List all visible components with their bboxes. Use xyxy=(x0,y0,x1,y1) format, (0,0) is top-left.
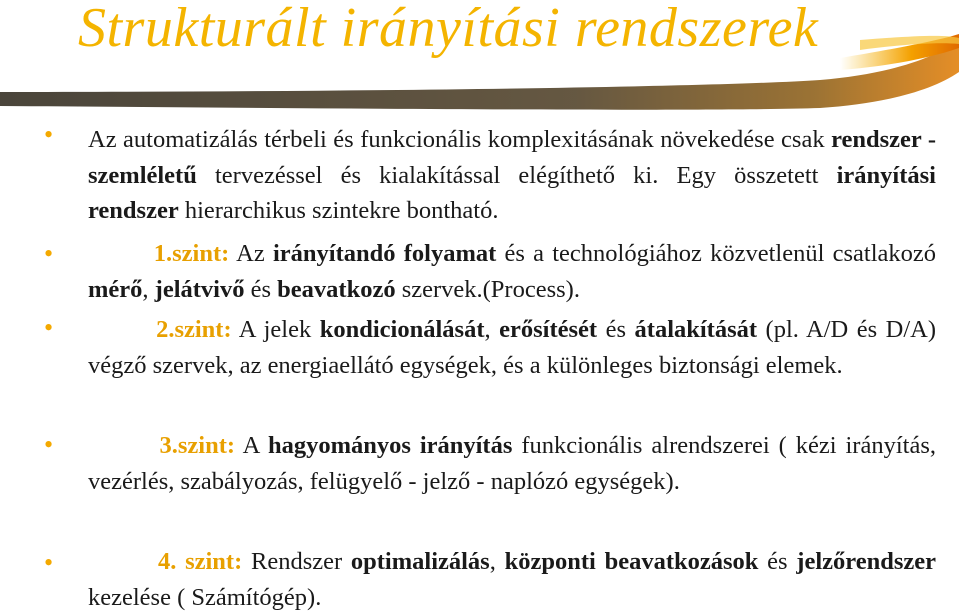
list-item xyxy=(88,236,936,307)
body-text: (pl. A/D és D/A) végző szervek, az energiaellátó egységek, és a különleges biztonsági elemek. xyxy=(88,316,937,379)
emphasis-text: központi beavatkozások xyxy=(504,548,759,575)
emphasis-text: irányítási rendszer xyxy=(88,161,936,224)
body-text: és a technológiához közvetlenül csatlakozó xyxy=(496,240,937,267)
body-text: Az xyxy=(229,240,273,267)
emphasis-text: irányítandó folyamat xyxy=(272,240,497,267)
level-label: 4. szint: xyxy=(157,548,243,575)
list-item xyxy=(88,428,936,499)
bullet-dot-icon: • xyxy=(44,239,54,268)
emphasis-text: rendszer - szemléletű xyxy=(88,126,936,189)
body-text: , xyxy=(142,275,155,303)
emphasis-text: kondicionálását xyxy=(319,316,485,343)
level-label: 2.szint: xyxy=(156,316,232,343)
body-text: szervek.(Process). xyxy=(395,275,580,303)
list-item xyxy=(88,122,936,229)
body-text: hierarchikus szintekre bontható. xyxy=(178,197,499,224)
emphasis-text: átalakítását xyxy=(634,316,758,343)
emphasis-text: hagyományos irányítás xyxy=(267,432,513,459)
body-text: funkcionális alrendszerei ( kézi irányítás, vezérlés, szabályozás, felügyelő - jelző - naplózó egységek). xyxy=(88,432,936,495)
list-item xyxy=(88,312,936,383)
body-text: Az automatizálás térbeli és funkcionális komplexitásának növekedése csak xyxy=(88,126,832,153)
body-text: és xyxy=(597,316,635,343)
bullet-dot-icon: • xyxy=(44,120,54,149)
bullet-dot-icon: • xyxy=(44,430,54,459)
body-text xyxy=(88,432,160,459)
body-text xyxy=(88,548,158,575)
bullet-dot-icon: • xyxy=(44,313,54,342)
body-text: A jelek xyxy=(231,316,320,343)
slide-title: Strukturált irányítási rendszerek xyxy=(78,0,819,59)
body-text: tervezéssel és kialakítással elégíthető ki. Egy összetett xyxy=(196,161,837,189)
emphasis-text: jelzőrendszer xyxy=(796,548,936,575)
emphasis-text: mérő xyxy=(88,275,143,303)
bullet-dot-icon: • xyxy=(44,548,54,577)
body-text: Rendszer xyxy=(242,548,351,575)
body-text: és xyxy=(244,275,278,303)
emphasis-text: erősítését xyxy=(499,316,598,343)
body-text: és xyxy=(758,548,797,575)
body-text xyxy=(88,316,156,343)
level-label: 1.szint: xyxy=(153,240,230,267)
body-text: A xyxy=(235,432,268,459)
emphasis-text: optimalizálás xyxy=(350,548,490,575)
body-text: , xyxy=(484,316,500,343)
body-text xyxy=(88,240,154,267)
list-item xyxy=(88,544,936,615)
emphasis-text: beavatkozó xyxy=(277,275,396,303)
level-label: 3.szint: xyxy=(159,432,236,459)
body-text: kezelése ( Számítógép). xyxy=(88,583,322,611)
emphasis-text: jelátvivő xyxy=(154,275,245,303)
body-text: , xyxy=(489,548,505,575)
